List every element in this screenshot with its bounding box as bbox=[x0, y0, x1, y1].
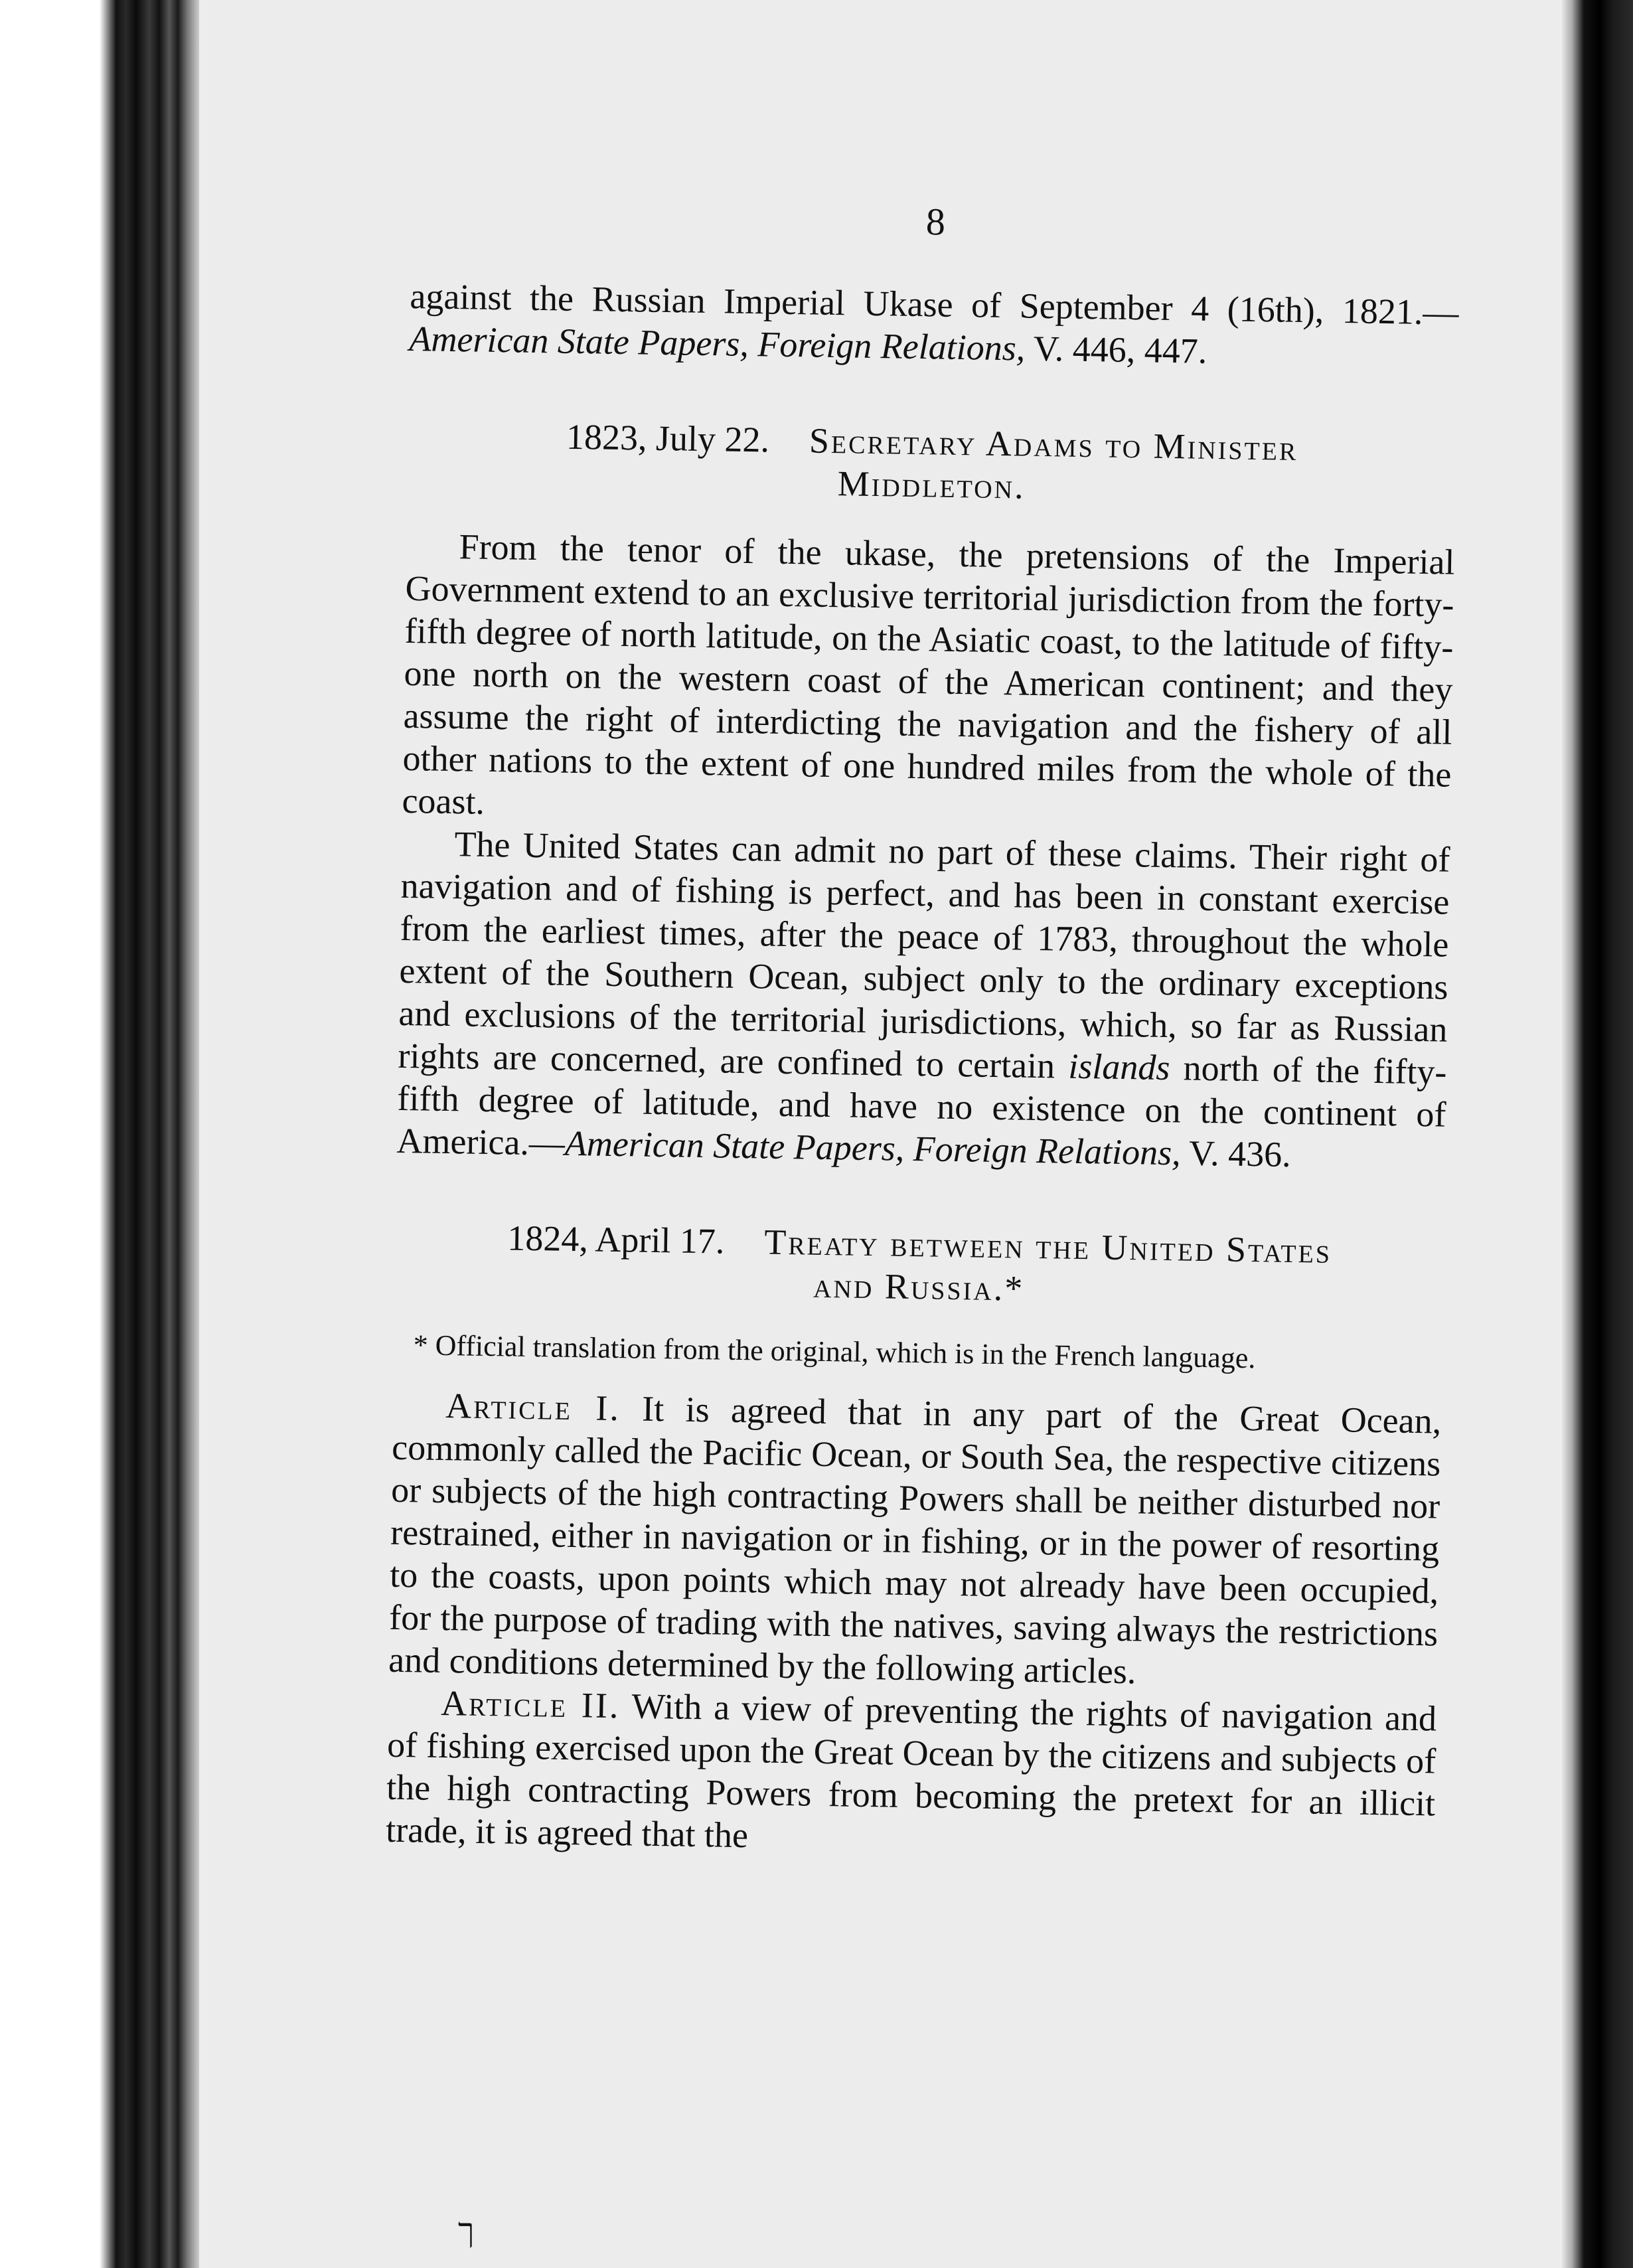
entry1-citation-tail: V. 436. bbox=[1180, 1133, 1292, 1174]
intro-citation-tail: V. 446, 447. bbox=[1024, 328, 1207, 371]
book-edge-right bbox=[1560, 0, 1633, 2268]
entry1-paragraph-2 bbox=[396, 822, 1450, 1178]
entry2-heading bbox=[394, 1215, 1444, 1317]
document-page bbox=[386, 193, 1460, 1868]
entry1-paragraph-2-text-a: The United States can admit no part of these claims. Their right of navigation and of fishing is perfect, and has been in constant exercise from the earliest times, after the peace of 1783, throughout the whole extent of the Southern Ocean, subject only to the ordinary exceptions and exclusions of the territorial jurisdictions, which, so far as Russian rights are concerned, are confined to certain bbox=[398, 824, 1450, 1086]
article-1-label: Article I. bbox=[445, 1386, 621, 1429]
article-1 bbox=[388, 1384, 1442, 1698]
article-2 bbox=[386, 1681, 1437, 1868]
book-binding-left bbox=[0, 0, 206, 2268]
intro-citation: American State Papers, Foreign Relations, bbox=[409, 318, 1026, 368]
entry2-title-line2: and Russia.* bbox=[813, 1265, 1025, 1309]
entry2-date: 1824, April 17. bbox=[506, 1218, 725, 1261]
corner-mark: ך bbox=[458, 2212, 475, 2249]
article-2-text: With a view of preventing the rights of navigation and of fishing exercised upon the Great Ocean by the citizens and subjects of the high contracting Powers from becoming the pretext for an illicit trade, it is agreed that the bbox=[385, 1686, 1437, 1856]
entry1-heading bbox=[407, 413, 1457, 515]
article-1-text: It is agreed that in any part of the Great Ocean, commonly called the Pacific Ocean, or South Sea, the respective citizens or subjects of the high contracting Powers shall be neither disturbed nor restrained, either in navigation or in fishing, or in the power of resorting to the coasts, upon points which may not already have been occupied, for the purpose of trading with the natives, saving always the restrictions and conditions determined by the following articles. bbox=[388, 1388, 1442, 1692]
entry1-title-line2: Middleton. bbox=[837, 463, 1026, 507]
entry2-title-line1: Treaty between the United States bbox=[763, 1222, 1332, 1271]
entry1-paragraph-1: From the tenor of the ukase, the pretensions of the Imperial Government extend to an exclusive territorial jurisdiction from the forty-fifth degree of north latitude, on the Asiatic coast, to the latitude of fifty-one north on the western coast of the American continent; and they assume the right of interdicting the navigation and the fishery of all other nations to the extent of one hundred miles from the whole of the coast. bbox=[402, 526, 1455, 822]
article-2-label: Article II. bbox=[440, 1682, 621, 1726]
entry1-paragraph-2-text-b: north of the fifty-fifth degree of latitude, and have no existence on the continent of America.— bbox=[396, 1048, 1447, 1163]
entry1-title-line1: Secretary Adams to Minister bbox=[809, 420, 1298, 469]
entry1-date: 1823, July 22. bbox=[566, 416, 770, 460]
entry2-footnote: * Official translation from the original, which is in the French language. bbox=[413, 1329, 1256, 1375]
intro-paragraph bbox=[409, 275, 1459, 376]
page-number: 8 bbox=[925, 200, 946, 244]
entry1-paragraph-2-italic: islands bbox=[1067, 1046, 1170, 1088]
entry1-citation: American State Papers, Foreign Relations, bbox=[564, 1123, 1182, 1173]
intro-text: against the Russian Imperial Ukase of September 4 (16th), 1821.— bbox=[410, 276, 1459, 333]
